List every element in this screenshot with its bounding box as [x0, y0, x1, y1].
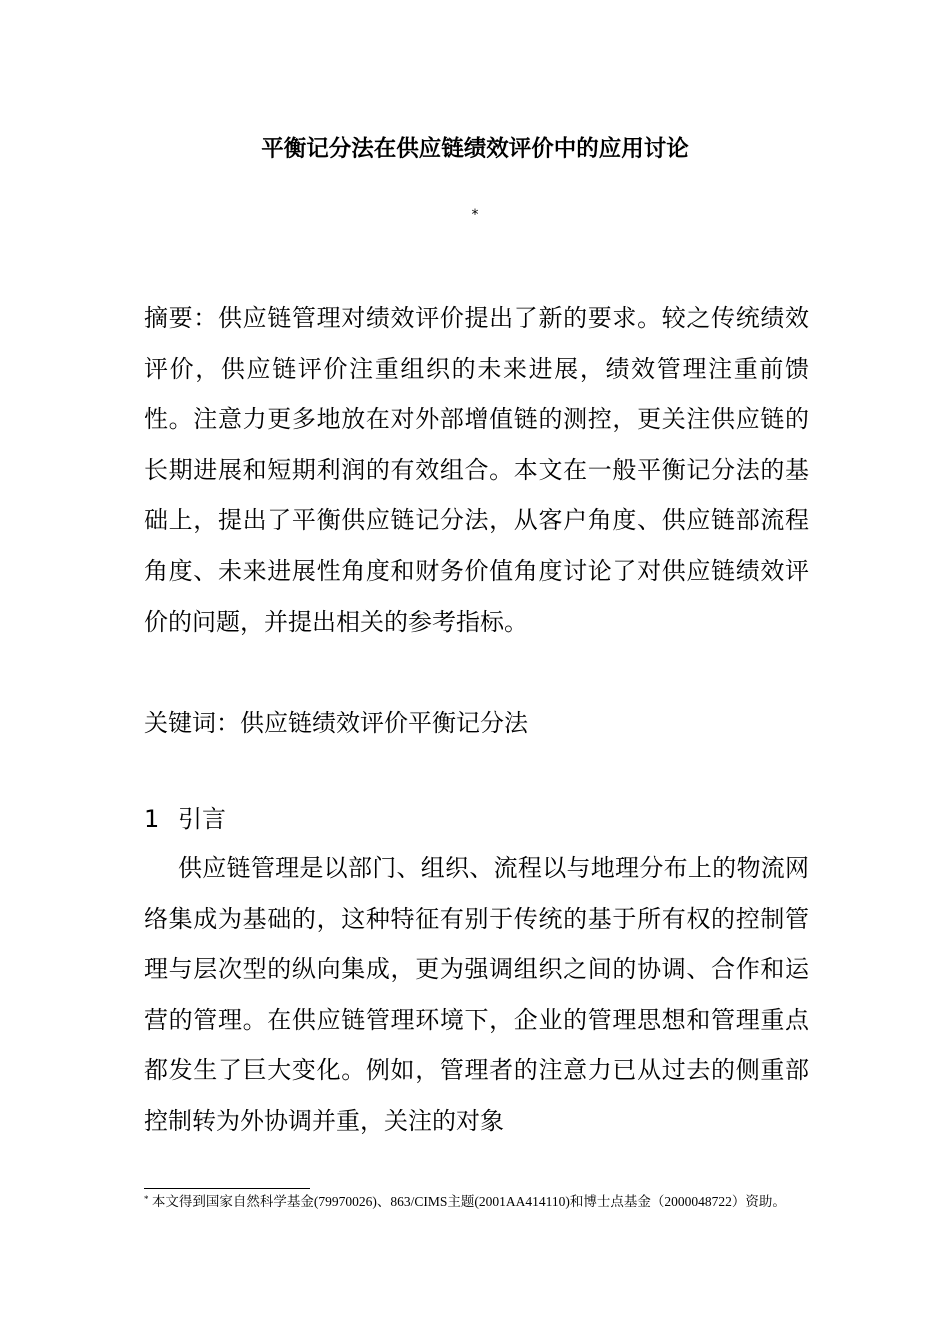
footnote-marker: *: [144, 1194, 149, 1204]
section-title: 引言: [178, 805, 226, 833]
section-number: 1: [144, 805, 160, 833]
section-heading: [144, 794, 226, 844]
paper-title: 平衡记分法在供应链绩效评价中的应用讨论: [261, 136, 689, 163]
footnote: [144, 1192, 809, 1211]
keywords-line: 关键词：供应链绩效评价平衡记分法: [144, 709, 528, 737]
footnote-separator: [144, 1188, 310, 1189]
abstract-paragraph: 摘要：供应链管理对绩效评价提出了新的要求。较之传统绩效评价，供应链评价注重组织的未来进展，绩效管理注重前馈性。注意力更多地放在对外部增值链的测控，更关注供应链的长期进展和短期利润的有效组合。本文在一般平衡记分法的基础上，提出了平衡供应链记分法，从客户角度、供应链部流程角度、未来进展性角度和财务价值角度讨论了对供应链绩效评价的问题，并提出相关的参考指标。: [144, 304, 809, 636]
footnote-text: 本文得到国家自然科学基金(79970026)、863/CIMS主题(2001AA414110)和博士点基金（2000048722）资助。: [151, 1194, 786, 1209]
introduction-paragraph: 供应链管理是以部门、组织、流程以与地理分布上的物流网络集成为基础的，这种特征有别于传统的基于所有权的控制管理与层次型的纵向集成，更为强调组织之间的协调、合作和运营的管理。在供应链管理环境下，企业的管理思想和管理重点都发生了巨大变化。例如，管理者的注意力已从过去的侧重部控制转为外协调并重，关注的对象: [144, 854, 809, 1135]
author-footnote-marker: *: [471, 207, 479, 223]
